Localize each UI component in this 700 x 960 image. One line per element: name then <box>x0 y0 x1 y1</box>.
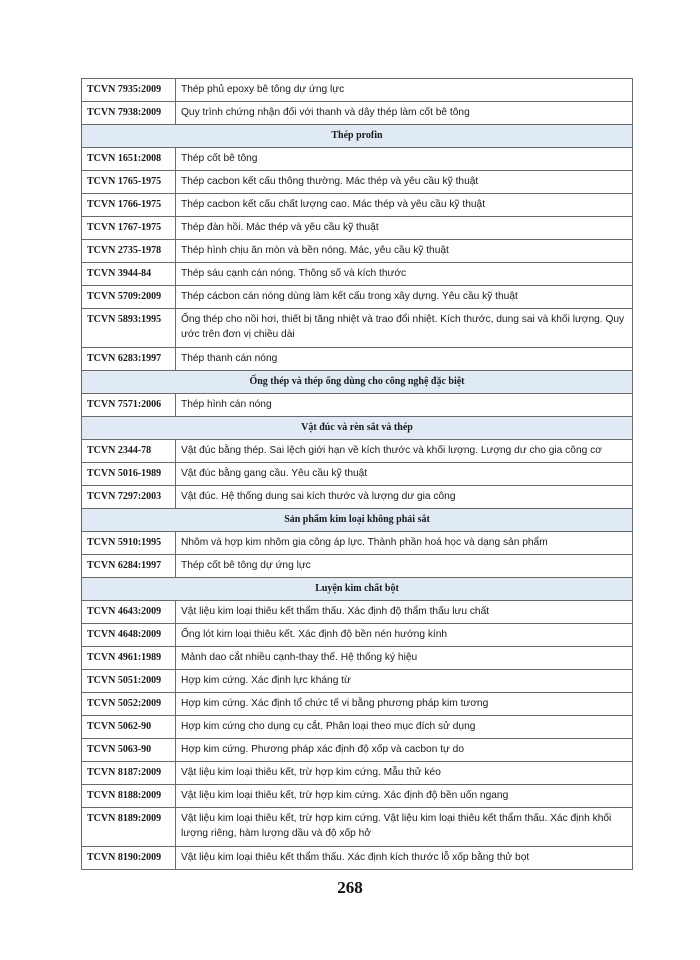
standard-description: Mảnh dao cắt nhiều cạnh-thay thế. Hệ thống ký hiệu <box>176 647 633 670</box>
standard-description: Thép đàn hồi. Mác thép và yêu cầu kỹ thuật <box>176 217 633 240</box>
standard-description: Ống thép cho nồi hơi, thiết bị tăng nhiệt và trao đổi nhiệt. Kích thước, dung sai và khối lượng. Quy ước trên đơn vị chiều dài <box>176 309 633 348</box>
section-title: Sản phẩm kim loại không phải sắt <box>82 509 633 532</box>
standard-code: TCVN 4643:2009 <box>82 601 176 624</box>
table-row <box>82 647 633 670</box>
page-number: 268 <box>337 878 363 897</box>
standard-description: Ống lót kim loại thiêu kết. Xác định độ bền nén hướng kính <box>176 624 633 647</box>
standards-table <box>81 78 633 870</box>
table-row <box>82 624 633 647</box>
table-row <box>82 79 633 102</box>
standard-description: Nhôm và hợp kim nhôm gia công áp lực. Thành phần hoá học và dạng sản phẩm <box>176 532 633 555</box>
standard-description: Thép sáu cạnh cán nóng. Thông số và kích thước <box>176 263 633 286</box>
table-row <box>82 171 633 194</box>
standard-description: Vật liệu kim loại thiêu kết, trừ hợp kim cứng. Mẫu thử kéo <box>176 762 633 785</box>
standard-description: Thép cacbon kết cấu chất lượng cao. Mác thép và yêu cầu kỹ thuật <box>176 194 633 217</box>
table-row <box>82 194 633 217</box>
standard-description: Thép cácbon cán nóng dùng làm kết cấu trong xây dựng. Yêu cầu kỹ thuật <box>176 286 633 309</box>
table-row <box>82 808 633 847</box>
standard-code: TCVN 1765-1975 <box>82 171 176 194</box>
table-row <box>82 348 633 371</box>
standard-code: TCVN 7938:2009 <box>82 102 176 125</box>
standard-description: Hợp kim cứng cho dụng cụ cắt. Phân loại theo mục đích sử dụng <box>176 716 633 739</box>
table-row <box>82 693 633 716</box>
standard-code: TCVN 8190:2009 <box>82 847 176 870</box>
standard-code: TCVN 1651:2008 <box>82 148 176 171</box>
table-row <box>82 785 633 808</box>
table-row <box>82 532 633 555</box>
standard-code: TCVN 5893:1995 <box>82 309 176 348</box>
standard-code: TCVN 8187:2009 <box>82 762 176 785</box>
standard-code: TCVN 8188:2009 <box>82 785 176 808</box>
standard-code: TCVN 2344-78 <box>82 440 176 463</box>
table-row <box>82 286 633 309</box>
standard-code: TCVN 5062-90 <box>82 716 176 739</box>
standard-description: Thép thanh cán nóng <box>176 348 633 371</box>
table-row <box>82 716 633 739</box>
standard-description: Thép cốt bê tông <box>176 148 633 171</box>
standard-description: Thép cốt bê tông dự ứng lực <box>176 555 633 578</box>
section-title: Luyện kim chất bột <box>82 578 633 601</box>
table-row <box>82 309 633 348</box>
standard-code: TCVN 7297:2003 <box>82 486 176 509</box>
standard-code: TCVN 5052:2009 <box>82 693 176 716</box>
standard-description: Quy trình chứng nhận đối với thanh và dây thép làm cốt bê tông <box>176 102 633 125</box>
table-row <box>82 240 633 263</box>
standards-table-body <box>82 79 633 870</box>
standard-description: Hợp kim cứng. Phương pháp xác định độ xốp và cacbon tự do <box>176 739 633 762</box>
section-title: Thép profin <box>82 125 633 148</box>
standard-description: Thép hình chịu ăn mòn và bền nóng. Mác, yêu cầu kỹ thuật <box>176 240 633 263</box>
table-row <box>82 601 633 624</box>
standard-code: TCVN 1766-1975 <box>82 194 176 217</box>
standard-description: Vật đúc bằng gang cầu. Yêu cầu kỹ thuật <box>176 463 633 486</box>
table-row <box>82 463 633 486</box>
standard-description: Hợp kim cứng. Xác định tổ chức tế vi bằng phương pháp kim tương <box>176 693 633 716</box>
standard-description: Vật đúc. Hệ thống dung sai kích thước và lượng dư gia công <box>176 486 633 509</box>
standard-description: Hợp kim cứng. Xác định lực kháng từ <box>176 670 633 693</box>
standard-code: TCVN 6283:1997 <box>82 348 176 371</box>
standard-description: Thép phủ epoxy bê tông dự ứng lực <box>176 79 633 102</box>
standard-code: TCVN 3944-84 <box>82 263 176 286</box>
section-title: Ống thép và thép ống dùng cho công nghệ đặc biệt <box>82 371 633 394</box>
standard-description: Vật liệu kim loại thiêu kết, trừ hợp kim cứng. Xác định độ bền uốn ngang <box>176 785 633 808</box>
section-header-row <box>82 509 633 532</box>
table-row <box>82 263 633 286</box>
standard-code: TCVN 7571:2006 <box>82 394 176 417</box>
standard-code: TCVN 1767-1975 <box>82 217 176 240</box>
table-row <box>82 847 633 870</box>
table-row <box>82 739 633 762</box>
section-title: Vật đúc và rèn sắt và thép <box>82 417 633 440</box>
table-row <box>82 148 633 171</box>
table-row <box>82 670 633 693</box>
standard-description: Vật liệu kim loại thiêu kết thẩm thấu. Xác định độ thẩm thấu lưu chất <box>176 601 633 624</box>
table-row <box>82 440 633 463</box>
standard-code: TCVN 4648:2009 <box>82 624 176 647</box>
table-row <box>82 486 633 509</box>
standard-code: TCVN 8189:2009 <box>82 808 176 847</box>
standard-description: Thép cacbon kết cấu thông thường. Mác thép và yêu cầu kỹ thuật <box>176 171 633 194</box>
table-row <box>82 555 633 578</box>
section-header-row <box>82 417 633 440</box>
standard-code: TCVN 4961:1989 <box>82 647 176 670</box>
table-row <box>82 394 633 417</box>
standard-code: TCVN 2735-1978 <box>82 240 176 263</box>
standard-code: TCVN 5910:1995 <box>82 532 176 555</box>
standard-description: Vật liệu kim loại thiêu kết, trừ hợp kim cứng. Vật liệu kim loại thiêu kết thẩm thấu. Xác định khối lượng riêng, hàm lượng dầu và độ xốp hở <box>176 808 633 847</box>
table-row <box>82 217 633 240</box>
standard-code: TCVN 5051:2009 <box>82 670 176 693</box>
standard-description: Thép hình cán nóng <box>176 394 633 417</box>
standard-code: TCVN 7935:2009 <box>82 79 176 102</box>
standard-description: Vật liệu kim loại thiêu kết thẩm thấu. Xác định kích thước lỗ xốp bằng thử bọt <box>176 847 633 870</box>
standard-code: TCVN 5709:2009 <box>82 286 176 309</box>
section-header-row <box>82 371 633 394</box>
standard-code: TCVN 5016-1989 <box>82 463 176 486</box>
section-header-row <box>82 578 633 601</box>
standard-description: Vật đúc bằng thép. Sai lệch giới hạn về kích thước và khối lượng. Lượng dư cho gia công cơ <box>176 440 633 463</box>
table-row <box>82 102 633 125</box>
standard-code: TCVN 5063-90 <box>82 739 176 762</box>
section-header-row <box>82 125 633 148</box>
standard-code: TCVN 6284:1997 <box>82 555 176 578</box>
table-row <box>82 762 633 785</box>
